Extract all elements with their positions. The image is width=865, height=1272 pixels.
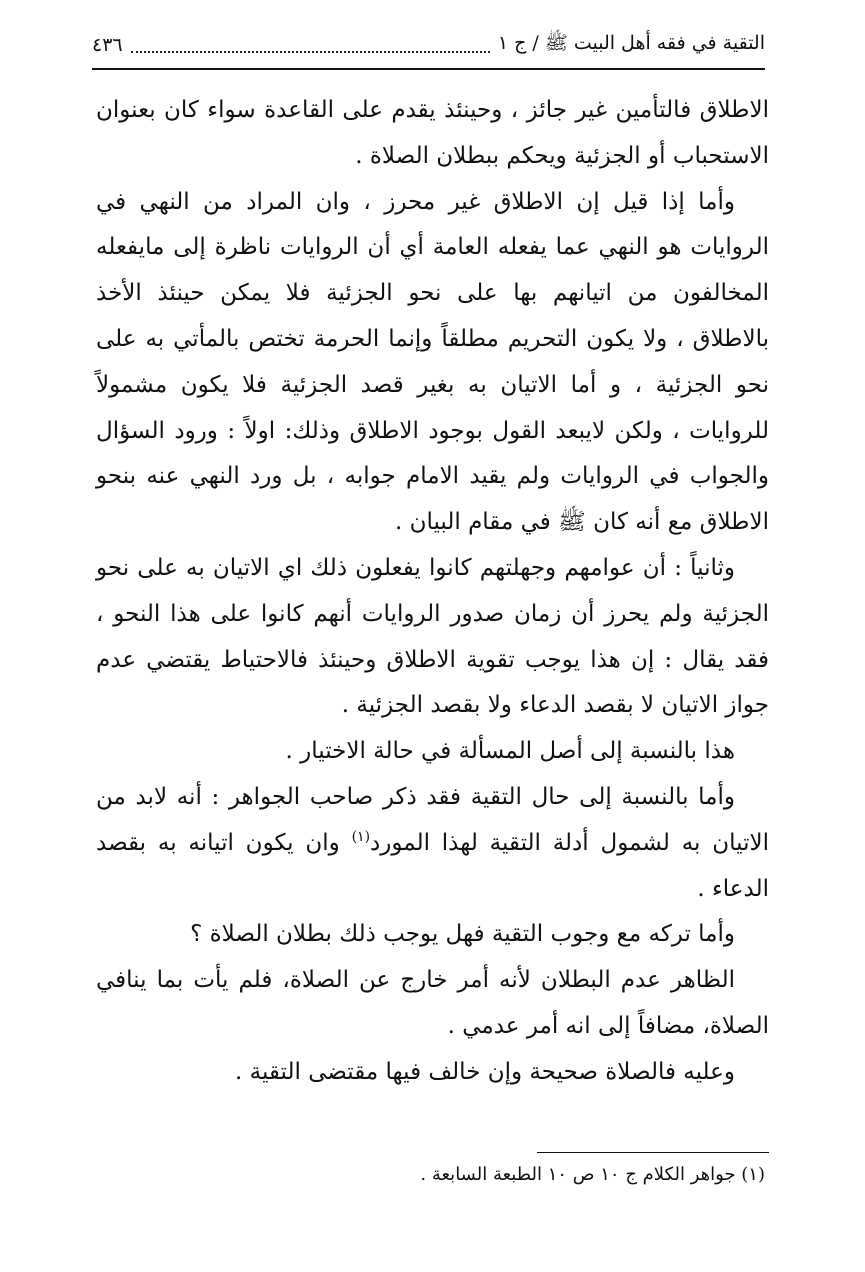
footnote-marker: (١)	[351, 828, 371, 845]
paragraph: وثانياً : أن عوامهم وجهلتهم كانوا يفعلون ذلك اي الاتيان به على نحو الجزئية ولم يحرز أن زمان صدور الروايات أنهم كانوا على هذا النحو ، فقد يقال : إن هذا يوجب تقوية الاطلاق وحينئذ فالاحتياط يقتضي عدم جواز الاتيان لا بقصد الدعاء ولا بقصد الجزئية .	[96, 554, 769, 719]
main-text	[96, 88, 769, 1096]
paragraph: هذا بالنسبة إلى أصل المسألة في حالة الاختيار .	[285, 738, 735, 765]
paragraph: الظاهر عدم البطلان لأنه أمر خارج عن الصلاة، فلم يأت بما ينافي الصلاة، مضافاً إلى انه أمر عدمي .	[96, 967, 769, 1039]
page-header	[92, 28, 765, 70]
paragraph: وأما تركه مع وجوب التقية فهل يوجب ذلك بطلان الصلاة ؟	[190, 921, 735, 948]
paragraph: وأما إذا قيل إن الاطلاق غير محرز ، وان المراد من النهي في الروايات هو النهي عما يفعله العامة أي أن الروايات ناظرة إلى مايفعله المخالفون من اتيانهم بها على نحو الجزئية فلا يمكن حينئذ الأخذ بالاطلاق ، ولا يكون التحريم مطلقاً وإنما الحرمة تختص بالمأتي به على نحو الجزئية ، و أما الاتيان به بغير قصد الجزئية فلا يكون مشمولاً للروايات ، ولكن لايبعد القول بوجود الاطلاق وذلك: اولاً : ورود السؤال والجواب في الروايات ولم يقيد الامام جوابه ، بل ورد النهي عنه بنحو الاطلاق مع أنه كان ﷺ في مقام البيان .	[96, 188, 769, 536]
header-dot-leader	[131, 37, 490, 53]
paragraph: وعليه فالصلاة صحيحة وإن خالف فيها مقتضى التقية .	[235, 1058, 735, 1085]
footnote: (١) جواهر الكلام ج ١٠ ص ١٠ الطبعة السابعة .	[420, 1164, 765, 1185]
paragraph-text: وأما بالنسبة إلى حال التقية فقد ذكر صاحب الجواهر : أنه لابد من الاتيان به لشمول أدلة التقية لهذا المورد	[96, 783, 770, 856]
paragraph-with-footnote	[96, 775, 769, 912]
paragraph: الاطلاق فالتأمين غير جائز ، وحينئذ يقدم على القاعدة سواء كان بعنوان الاستحباب أو الجزئية ويحكم ببطلان الصلاة .	[96, 97, 769, 169]
paragraph-text: وان يكون اتيانه به بقصد الدعاء .	[96, 829, 769, 902]
page-number: ٤٣٦	[92, 34, 123, 56]
footnote-divider	[537, 1152, 769, 1153]
running-title: التقية في فقه أهل البيت ﷺ / ج ١	[497, 32, 765, 54]
